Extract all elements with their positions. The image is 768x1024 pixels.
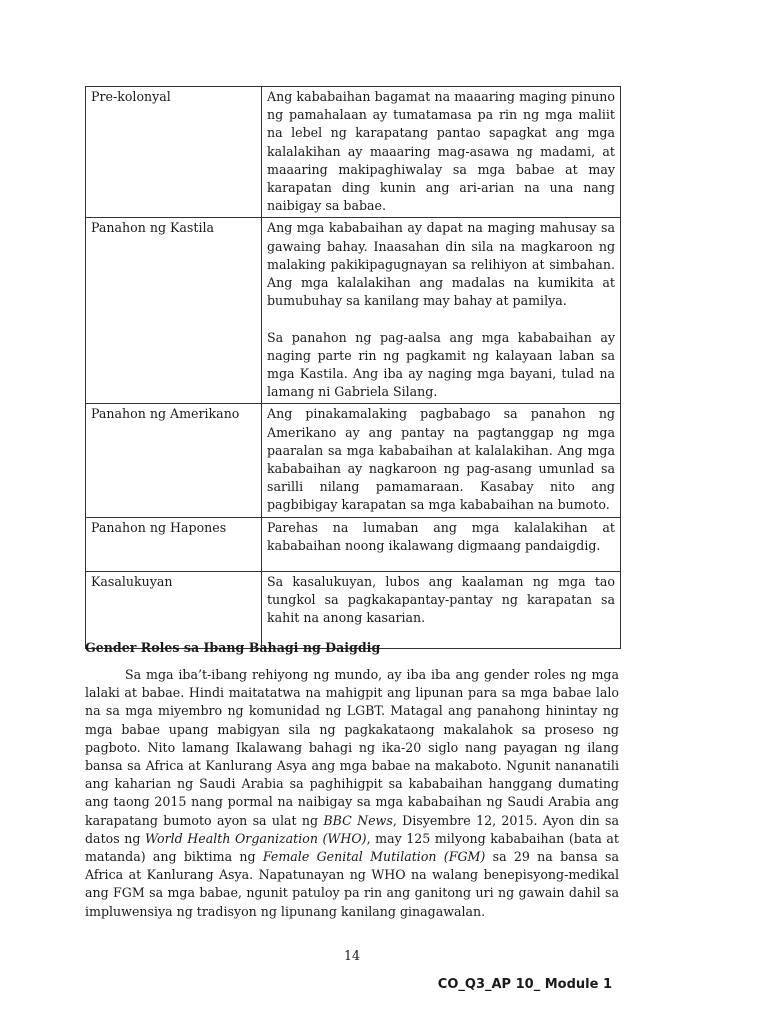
source-citation: BBC News (323, 812, 393, 828)
era-name-cell: Kasalukuyan (86, 572, 262, 649)
cell-spacer (267, 555, 615, 569)
era-description-cell (262, 572, 621, 649)
era-description-text: Parehas na lumaban ang mga kalalakihan at kababaihan noong ikalawang digmaang pandaigdig. (267, 519, 615, 553)
module-code: CO_Q3_AP 10_ Module 1 (437, 977, 612, 992)
paragraph-text: , may 125 milyong kababaihan (bata at matanda) ang biktima ng (85, 830, 619, 865)
table-row (86, 572, 621, 649)
table-row (86, 517, 621, 571)
body-paragraph (85, 666, 619, 921)
era-description-text: Sa kasalukuyan, lubos ang kaalaman ng mga tao tungkol sa pagkakapantay-pantay ng karapatan sa kahit na anong kasarian. (267, 574, 615, 626)
term-emphasis: Female Genital Mutilation (FGM) (262, 849, 486, 865)
paragraph-spacer (267, 310, 615, 328)
paragraph-text: , Disyembre 12, 2015. Ayon din sa datos ng (85, 812, 619, 846)
historical-periods-table (85, 86, 621, 649)
section-heading: Gender Roles sa Ibang Bahagi ng Daigdig (85, 640, 381, 655)
era-description-text: Ang pinakamalaking pagbabago sa panahon ng Amerikano ay ang pantay na pagtanggap ng mga paaralan sa mga kababaihan at kalalakihan. Ang mga kababaihan ay nagkaroon ng pag-asang umunlad sa sarilli nilang pamamaraan. Kasabay nito ang pagbibigay karapatan sa mga kababaihan na bumoto. (267, 406, 615, 513)
era-description-text: Sa panahon ng pag-aalsa ang mga kababaihan ay naging parte rin ng pagkamit ng kalayaan laban sa mga Kastila. Ang iba ay naging mga bayani, tulad na lamang ni Gabriela Silang. (267, 329, 615, 400)
page-number: 14 (343, 948, 361, 963)
era-description-text: Ang mga kababaihan ay dapat na maging mahusay sa gawaing bahay. Inaasahan din sila na magkaroon ng malaking pakikipagugnayan sa relihiyon at simbahan. Ang mga kalalakihan ang madalas na kumikita at bumubuhay sa kanilang may bahay at pamilya. (267, 220, 615, 309)
era-name-cell: Panahon ng Hapones (86, 517, 262, 571)
era-description-cell (262, 218, 621, 404)
paragraph-text: Sa mga iba’t-ibang rehiyong ng mundo, ay iba iba ang gender roles ng mga lalaki at babae. Hindi maitatatwa na mahigpit ang lipunan para sa mga babae lalo na sa mga miyembro ng komunidad ng LGBT. Matagal ang panahong hinintay ng mga babae upang mabigyan sila ng pagkakataong makalahok sa proseso ng pagboto. Nito lamang Ikalawang bahagi ng ika-20 siglo nang payagan ng ilang bansa sa Africa at Kanlurang Asya ang mga babae na makaboto. Ngunit nananatili ang kaharian ng Saudi Arabia sa paghihigpit sa kababaihan hanggang dumating ang taong 2015 nang pormal na naibigay sa mga kababaihan ng Saudi Arabia ang karapatang bumoto ayon sa ulat ng (85, 667, 619, 828)
era-description-cell (262, 404, 621, 517)
era-description-cell (262, 517, 621, 571)
era-name-cell: Panahon ng Amerikano (86, 404, 262, 517)
table-row (86, 87, 621, 218)
organization-name: World Health Organization (WHO) (144, 830, 367, 846)
era-name-cell: Pre-kolonyal (86, 87, 262, 218)
paragraph-text: sa 29 na bansa sa Africa at Kanlurang Asya. Napatunayan ng WHO na walang benepisyong-medikal ang FGM sa mga babae, ngunit patuloy pa rin ang ganitong uri ng gawain dahil sa impluwensiya ng tradisyon ng lipunang kanilang ginagawalan. (85, 849, 619, 919)
era-name-cell: Panahon ng Kastila (86, 218, 262, 404)
era-description-cell (262, 87, 621, 218)
table-row (86, 404, 621, 517)
table-row (86, 218, 621, 404)
era-description-text: Ang kababaihan bagamat na maaaring maging pinuno ng pamahalaan ay tumatamasa pa rin ng mga maliit na lebel ng karapatang pantao sapagkat ang mga kalalakihan ay maaaring mag-asawa ng madami, at maaaring makipaghiwalay sa mga babae at may karapatan ding kunin ang ari-arian na una nang naibigay sa babae. (267, 89, 615, 214)
